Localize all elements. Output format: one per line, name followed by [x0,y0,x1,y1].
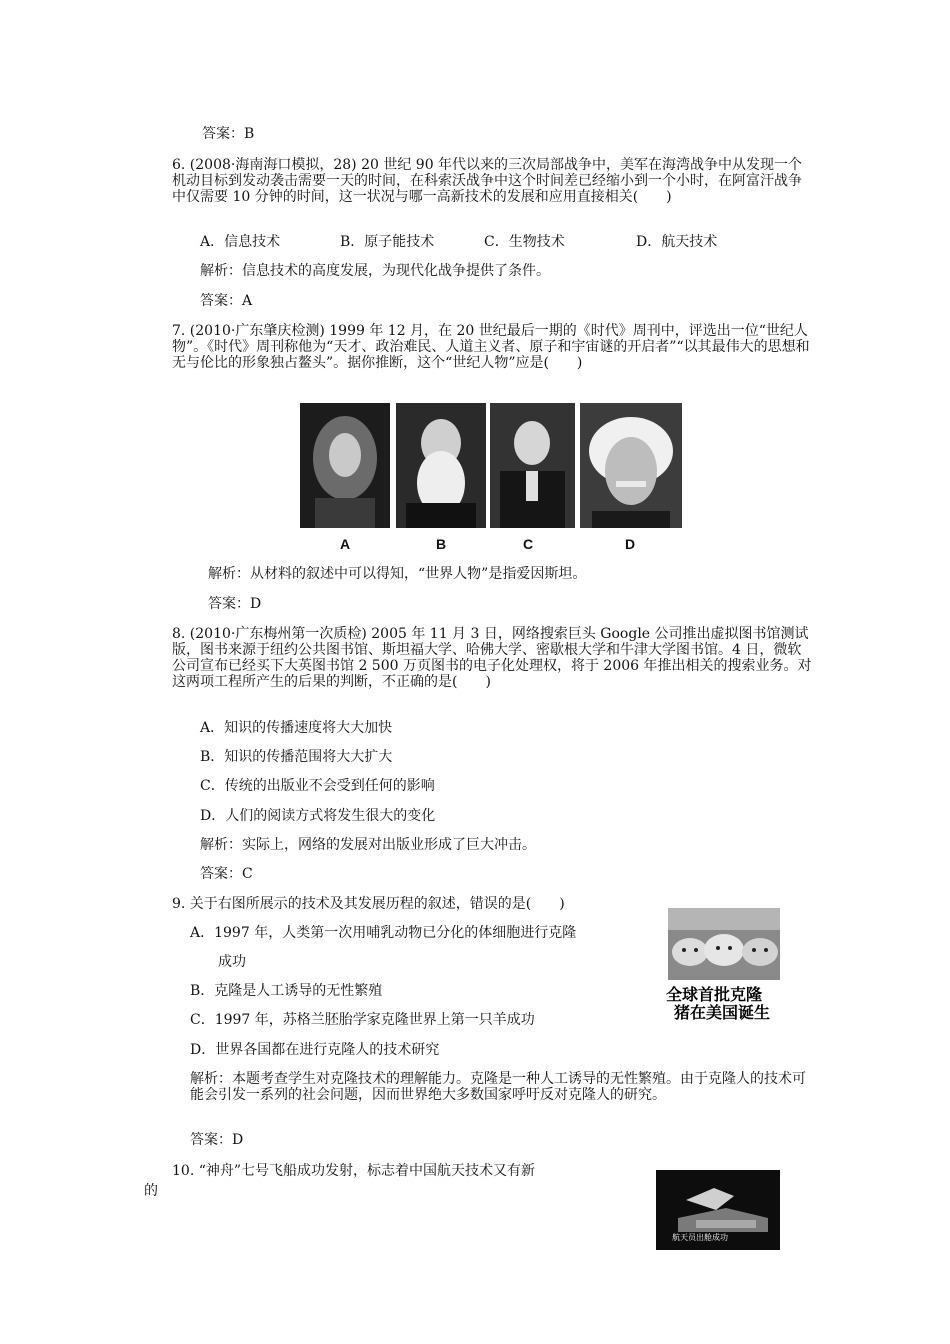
q8-option-c: C．传统的出版业不会受到任何的影响 [200,778,435,794]
shenzhou-photo [656,1170,780,1250]
q7-analysis: 解析：从材料的叙述中可以得知，“世界人物”是指爱因斯坦。 [208,566,587,582]
photo-label-b: B [436,536,447,552]
q9-option-a-line1: A．1997 年，人类第一次用哺乳动物已分化的体细胞进行克隆 [190,925,577,941]
q9-option-b: B．克隆是人工诱导的无性繁殖 [190,983,383,999]
edison-portrait [490,403,575,528]
q9-option-c: C．1997 年，苏格兰胚胎学家克隆世界上第一只羊成功 [190,1012,535,1028]
q7-stem: 7. (2010·广东肇庆检测) 1999 年 12 月，在 20 世纪最后一期的《时代》周刊中，评选出一位“世纪人物”。《时代》周刊称他为“天才、政治难民、人道主义者、原子和宇宙谜的开启者”“以其最伟大的思想和无与伦比的形象独占鳌头”。据你推断，这个“世纪人物”应是( ) [172,323,810,371]
q8-option-b: B．知识的传播范围将大大扩大 [200,749,393,765]
cloned-pigs-photo [668,908,780,980]
q9-option-a-line2: 成功 [218,954,246,970]
photo-label-a: A [340,536,351,552]
cloned-pigs-caption-line1: 全球首批克隆 [666,985,763,1004]
q8-stem: 8. (2010·广东梅州第一次质检) 2005 年 11 月 3 日，网络搜索巨头 Google 公司推出虚拟图书馆测试版，图书来源于纽约公共图书馆、斯坦福大学、哈佛大学、密歇根大学和牛津大学图书馆。4 日，微软公司宣布已经买下大英图书馆 2 500 万页图书的电子化处理权，将于 2006 年推出相关的搜索业务。对这两项工程所产生的后果的判断，不正确的是( ) [172,626,812,690]
photo-label-d: D [625,536,636,552]
q7-answer: 答案：D [208,596,262,612]
q6-option-b: B．原子能技术 [340,234,435,250]
q6-analysis: 解析：信息技术的高度发展，为现代化战争提供了条件。 [200,263,550,279]
photo-label-c: C [523,536,534,552]
q8-answer: 答案：C [200,866,253,882]
q6-option-d: D．航天技术 [636,234,718,250]
q6-option-a: A．信息技术 [200,234,281,250]
darwin-portrait [396,403,486,528]
q8-option-a: A．知识的传播速度将大大加快 [200,720,393,736]
q9-stem: 9. 关于右图所展示的技术及其发展历程的叙述，错误的是( ) [172,896,565,912]
q9-analysis: 解析：本题考查学生对克隆技术的理解能力。克隆是一种人工诱导的无性繁殖。由于克隆人的技术可能会引发一系列的社会问题，因而世界绝大多数国家呼吁反对克隆人的研究。 [190,1071,806,1103]
q6-option-c: C．生物技术 [484,234,565,250]
q9-option-d: D．世界各国都在进行克隆人的技术研究 [190,1042,440,1058]
q8-option-d: D．人们的阅读方式将发生很大的变化 [200,808,436,824]
q6-answer: 答案：A [200,293,253,309]
q5-answer: 答案：B [202,126,255,142]
q9-answer: 答案：D [190,1132,244,1148]
q10-stem-line1: 10. “神舟”七号飞船成功发射，标志着中国航天技术又有新 [172,1163,536,1179]
q8-analysis: 解析：实际上，网络的发展对出版业形成了巨大冲击。 [200,837,536,853]
cloned-pigs-caption-line2: 猪在美国诞生 [674,1003,771,1022]
q6-stem: 6. (2008·海南海口模拟，28) 20 世纪 90 年代以来的三次局部战争中，美军在海湾战争中从发现一个机动目标到发动袭击需要一天的时间，在科索沃战争中这个时间差已经缩小到一个小时，在阿富汗战争中仅需要 10 分钟的时间，这一状况与哪一高新技术的发展和应用直接相关( ) [172,157,803,205]
shenzhou-photo-caption: 航天员出舱成功 [672,1233,728,1242]
einstein-portrait [580,403,682,528]
q10-stem-line2: 的 [144,1183,158,1199]
newton-portrait [300,403,390,528]
